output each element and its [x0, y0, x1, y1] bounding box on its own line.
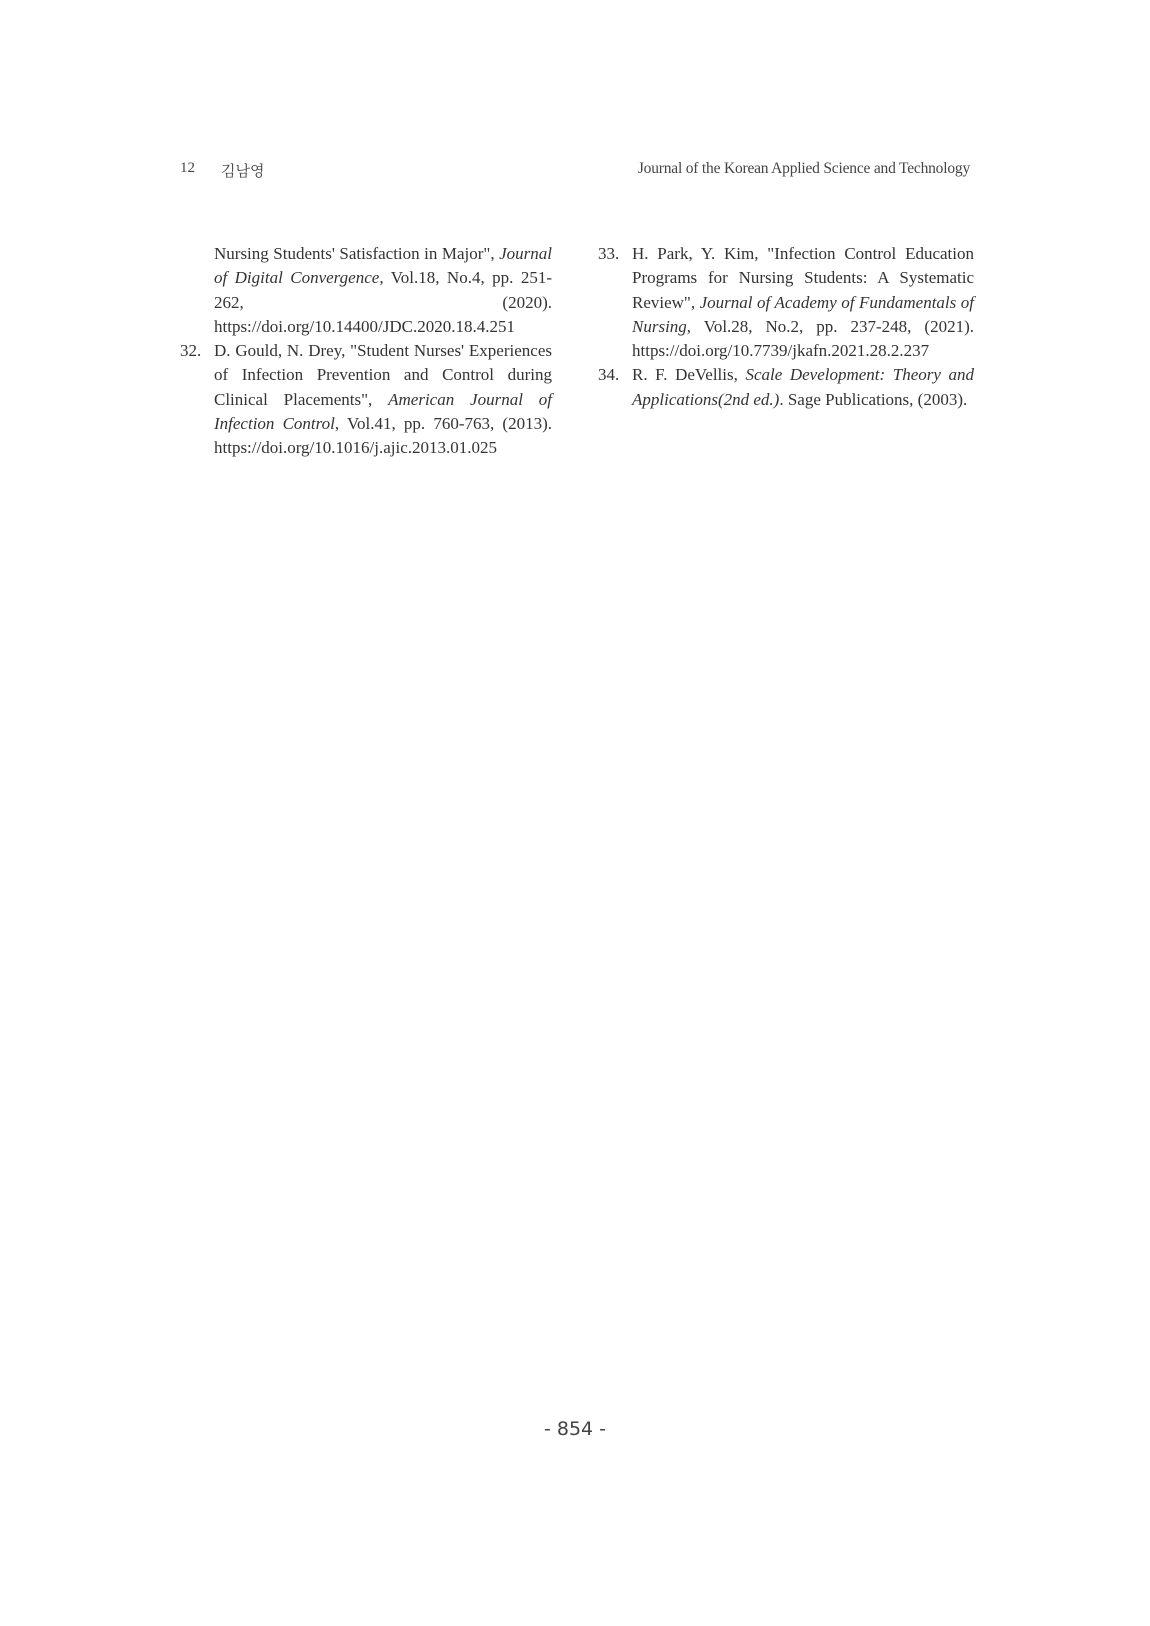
- reference-body: [214, 339, 552, 460]
- reference-32: [180, 339, 552, 460]
- reference-text: , Vol.18, No.4, pp. 251-262, (2020). https://doi.org/10.14400/JDC.2020.18.4.251: [214, 268, 552, 336]
- reference-text: H. Park, Y. Kim, "Infection Control Education Programs for Nursing Students: A Systematic Review",: [632, 244, 974, 312]
- reference-number: 32.: [180, 341, 202, 361]
- reference-number: 33.: [598, 244, 620, 263]
- reference-text: . Sage Publications, (2003).: [779, 389, 968, 409]
- reference-continued: [180, 242, 552, 339]
- reference-body: [214, 242, 552, 339]
- reference-venue: Journal of Academy of Fundamentals of Nursing: [632, 292, 975, 336]
- page-footer-number: - 854 -: [543, 1418, 607, 1440]
- reference-text: D. Gould, N. Drey, "Student Nurses' Experiences of Infection Prevention and Control during Clinical Placements",: [214, 341, 552, 409]
- reference-text: , Vol.41, pp. 760-763, (2013). https://doi.org/10.1016/j.ajic.2013.01.025: [214, 414, 552, 458]
- references-column-left: [180, 242, 552, 461]
- reference-venue: Journal of Digital Convergence: [214, 244, 552, 288]
- reference-body: [632, 242, 974, 363]
- reference-33: [598, 242, 974, 363]
- reference-text: R. F. DeVellis,: [632, 365, 746, 385]
- reference-number: 34.: [598, 365, 620, 385]
- reference-body: [632, 363, 974, 412]
- reference-text: , Vol.28, No.2, pp. 237-248, (2021). https://doi.org/10.7739/jkafn.2021.28.2.237: [632, 316, 974, 361]
- references-column-right: [598, 242, 974, 412]
- page-number: 12: [180, 160, 195, 176]
- reference-venue: Scale Development: Theory and Applications(2nd ed.): [632, 365, 974, 409]
- running-header-left: [180, 160, 264, 181]
- journal-title: Journal of the Korean Applied Science and Technology: [637, 160, 970, 177]
- reference-text: Nursing Students' Satisfaction in Major",: [214, 244, 500, 263]
- reference-venue: American Journal of Infection Control: [214, 389, 553, 434]
- author-name: 김남영: [221, 164, 265, 180]
- reference-34: [598, 363, 974, 412]
